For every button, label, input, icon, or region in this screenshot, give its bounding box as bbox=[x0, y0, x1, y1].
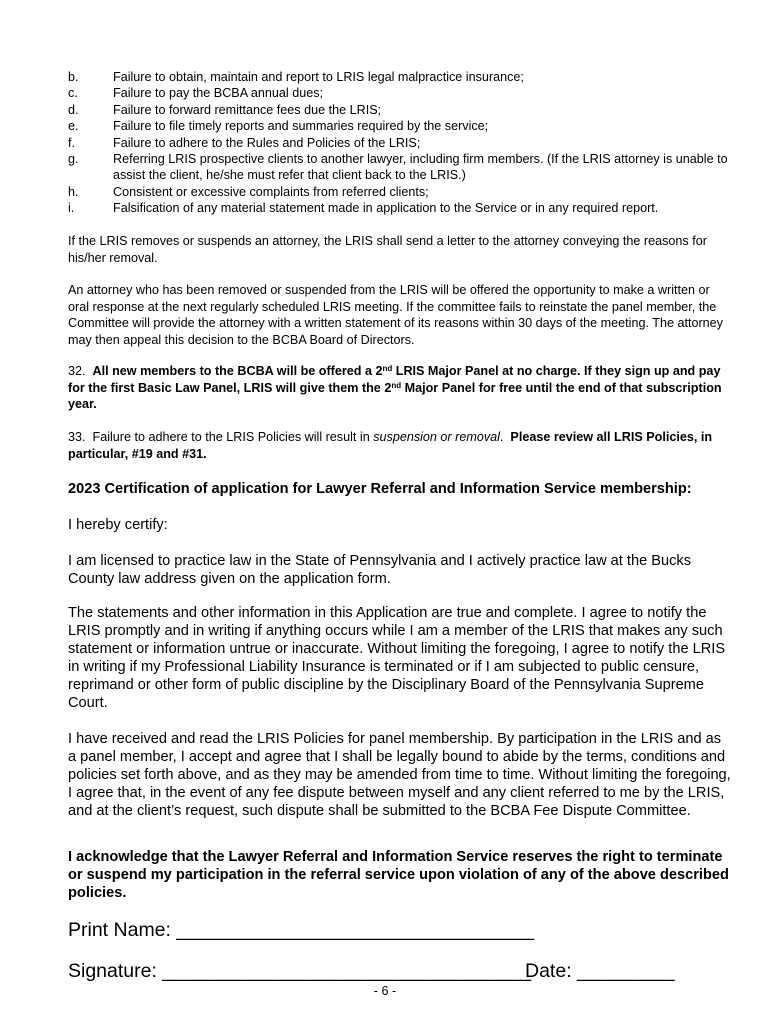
date-field[interactable]: Date: _________ bbox=[525, 960, 675, 982]
list-text: Failure to adhere to the Rules and Policies of the LRIS; bbox=[113, 135, 421, 150]
list-marker: c. bbox=[68, 86, 78, 101]
item-33-dot: . bbox=[499, 430, 511, 444]
list-marker: d. bbox=[68, 102, 79, 117]
list-item bbox=[68, 85, 738, 101]
item-33-bold: Please review all LRIS Policies, in particular, #19 and #31. bbox=[68, 430, 713, 461]
list-marker: h. bbox=[68, 184, 79, 199]
list-marker: e. bbox=[68, 119, 79, 134]
list-text: Falsification of any material statement made in application to the Service or in any required report. bbox=[113, 201, 659, 216]
cert-statements-paragraph: The statements and other information in this Application are true and complete. I agree to notify the LRIS promptly and in writing if anything occurs while I am a member of the LRIS that makes any such statement or information untrue or inaccurate. Without limiting the foregoing, I agree to notify the LRIS in writing if my Professional Liability Insurance is terminated or if I am subjected to public censure, reprimand or other form of public discipline by the Disciplinary Board of the Pennsylvania Supreme Court. bbox=[68, 605, 726, 711]
list-text: Consistent or excessive complaints from referred clients; bbox=[113, 184, 429, 199]
list-text: Failure to file timely reports and summaries required by the service; bbox=[113, 119, 489, 134]
removal-paragraph: If the LRIS removes or suspends an attorney, the LRIS shall send a letter to the attorney conveying the reasons for his/her removal. bbox=[68, 234, 707, 265]
list-item bbox=[68, 151, 738, 184]
list-item bbox=[68, 200, 738, 216]
list-item bbox=[68, 135, 738, 151]
item-32-text-2: LRIS Major Panel at no charge. If they sign up and pay for the first Basic Law Panel, LRIS will give them the 2 bbox=[68, 364, 721, 395]
list-item bbox=[68, 184, 738, 200]
cert-licensed-paragraph: I am licensed to practice law in the State of Pennsylvania and I actively practice law at the Bucks County law address given on the application form. bbox=[68, 553, 691, 587]
list-text: Failure to pay the BCBA annual dues; bbox=[113, 86, 324, 101]
certify-intro: I hereby certify: bbox=[68, 517, 168, 533]
superscript: nd bbox=[382, 364, 393, 373]
list-item bbox=[68, 69, 738, 85]
acknowledgement: I acknowledge that the Lawyer Referral and Information Service reserves the right to terminate or suspend my participation in the referral service upon violation of any of the above described policies. bbox=[68, 849, 729, 901]
list-text: Referring LRIS prospective clients to another lawyer, including firm members. (If the LRIS attorney is unable to assist the client, he/she must refer that client back to the LRIS.) bbox=[113, 152, 728, 183]
response-paragraph: An attorney who has been removed or suspended from the LRIS will be offered the opportunity to make a written or oral response at the next regularly scheduled LRIS meeting. If the committee fails to reinstate the panel member, the Committee will provide the attorney with a written statement of its reasons within 30 days of the meeting. The attorney may then appeal this decision to the BCBA Board of Directors. bbox=[68, 283, 723, 347]
violation-list bbox=[68, 69, 738, 217]
item-33-text: Failure to adhere to the LRIS Policies will result in bbox=[92, 430, 374, 444]
item-number: 32. bbox=[68, 364, 86, 378]
list-text: Failure to forward remittance fees due the LRIS; bbox=[113, 102, 382, 117]
list-text: Failure to obtain, maintain and report to LRIS legal malpractice insurance; bbox=[113, 70, 524, 84]
item-32-text-1: All new members to the BCBA will be offered a 2 bbox=[92, 364, 383, 378]
signature-field[interactable]: Signature: __________________________________ bbox=[68, 960, 532, 982]
certification-heading: 2023 Certification of application for Lawyer Referral and Information Service membership: bbox=[68, 481, 692, 497]
list-marker: g. bbox=[68, 152, 79, 167]
item-33 bbox=[68, 429, 733, 462]
list-marker: f. bbox=[68, 135, 75, 150]
cert-policies-paragraph: I have received and read the LRIS Policies for panel membership. By participation in the LRIS and as a panel member, I accept and agree that I shall be legally bound to abide by the terms, conditions and policies set forth above, and as they may be amended from time to time. Without limiting the foregoing, I agree that, in the event of any fee dispute between myself and any client referred to me by the LRIS, and at the client’s request, such dispute shall be submitted to the BCBA Fee Dispute Committee. bbox=[68, 731, 731, 819]
list-item bbox=[68, 102, 738, 118]
superscript: nd bbox=[391, 380, 402, 390]
item-32 bbox=[68, 363, 733, 413]
list-item bbox=[68, 118, 738, 134]
item-number: 33. bbox=[68, 430, 86, 444]
list-marker: b. bbox=[68, 70, 79, 84]
list-marker: i. bbox=[68, 201, 75, 216]
item-33-italic: suspension or removal bbox=[373, 430, 500, 444]
item-32-text-3: Major Panel for free until the end of that subscription year. bbox=[68, 380, 722, 412]
print-name-field[interactable]: Print Name: _________________________________ bbox=[68, 919, 535, 941]
page-number: - 6 - bbox=[373, 984, 397, 998]
